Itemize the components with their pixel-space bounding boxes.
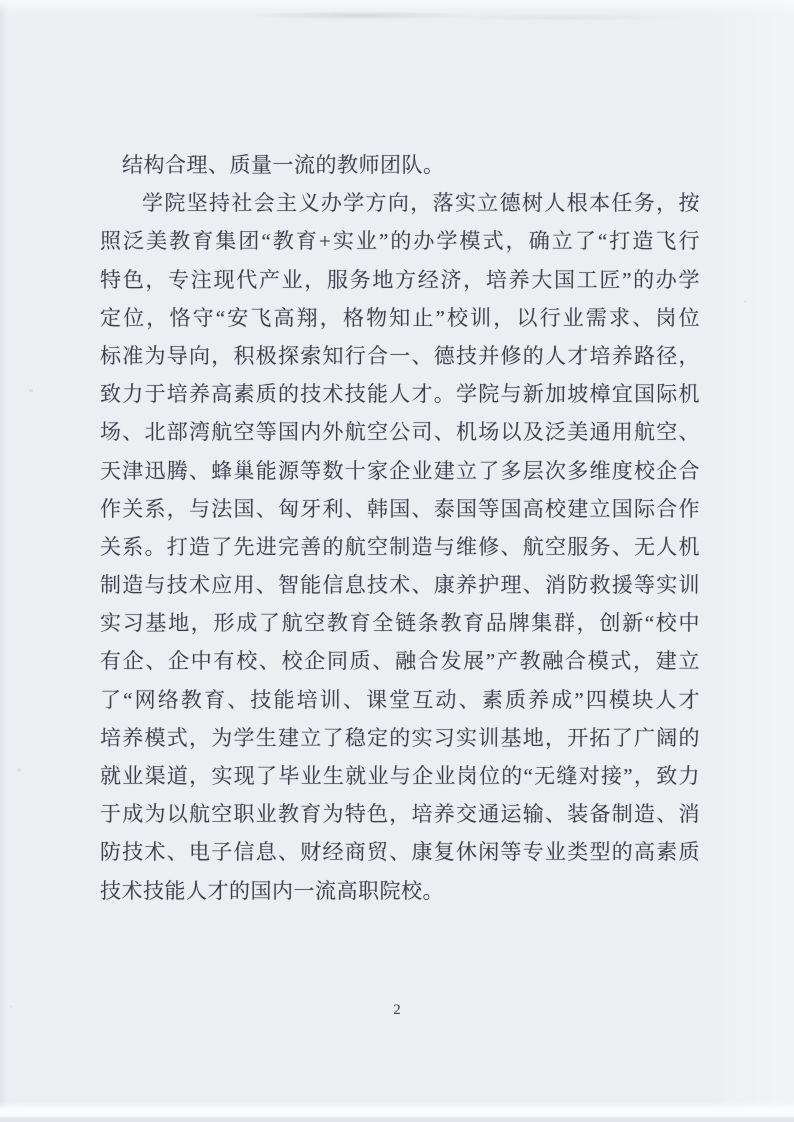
text-line: 标准为导向，积极探索知行合一、德技并修的人才培养路径， [100,343,700,368]
text-line: 作关系，与法国、匈牙利、韩国、泰国等国高校建立国际合作 [100,496,700,521]
text-line: 了“网络教育、技能培训、课堂互动、素质养成”四模块人才 [100,687,700,712]
scan-speck [744,300,747,303]
text-line: 特色，专注现代产业，服务地方经济，培养大国工匠”的办学 [100,267,700,292]
text-line: 场、北部湾航空等国内外航空公司、机场以及泛美通用航空、 [100,420,700,445]
text-line: 就业渠道，实现了毕业生就业与企业岗位的“无缝对接”，致力 [100,764,700,788]
text-line: 学院坚持社会主义办学方向，落实立德树人根本任务，按 [142,191,700,216]
page-number: 2 [393,1002,401,1018]
text-line: 照泛美教育集团“教育+实业”的办学模式，确立了“打造飞行 [100,229,700,254]
text-line: 培养模式，为学生建立了稳定的实习实训基地，开拓了广阔的 [100,725,700,750]
text-line: 实习基地，形成了航空教育全链条教育品牌集群，创新“校中 [100,611,700,636]
text-line: 定位，恪守“安飞高翔，格物知止”校训，以行业需求、岗位 [100,305,700,330]
text-line: 防技术、电子信息、财经商贸、康复休闲等专业类型的高素质 [100,840,700,865]
scan-smudge [430,14,690,21]
text-line: 关系。打造了先进完善的航空制造与维修、航空服务、无人机 [100,534,700,559]
body-text [100,146,700,910]
scan-speck [29,389,33,392]
text-line: 于成为以航空职业教育为特色，培养交通运输、装备制造、消 [100,802,700,827]
scan-speck [17,768,21,772]
text-line: 有企、企中有校、校企同质、融合发展”产教融合模式，建立 [100,649,700,674]
text-line: 致力于培养高素质的技术技能人才。学院与新加坡樟宜国际机 [100,382,700,407]
text-line: 结构合理、质量一流的教师团队。 [122,153,445,177]
text-line: 制造与技术应用、智能信息技术、康养护理、消防救援等实训 [100,573,700,598]
text-line: 天津迅腾、蜂巢能源等数十家企业建立了多层次多维度校企合 [100,458,700,483]
text-line: 技术技能人才的国内一流高职院校。 [100,878,444,903]
